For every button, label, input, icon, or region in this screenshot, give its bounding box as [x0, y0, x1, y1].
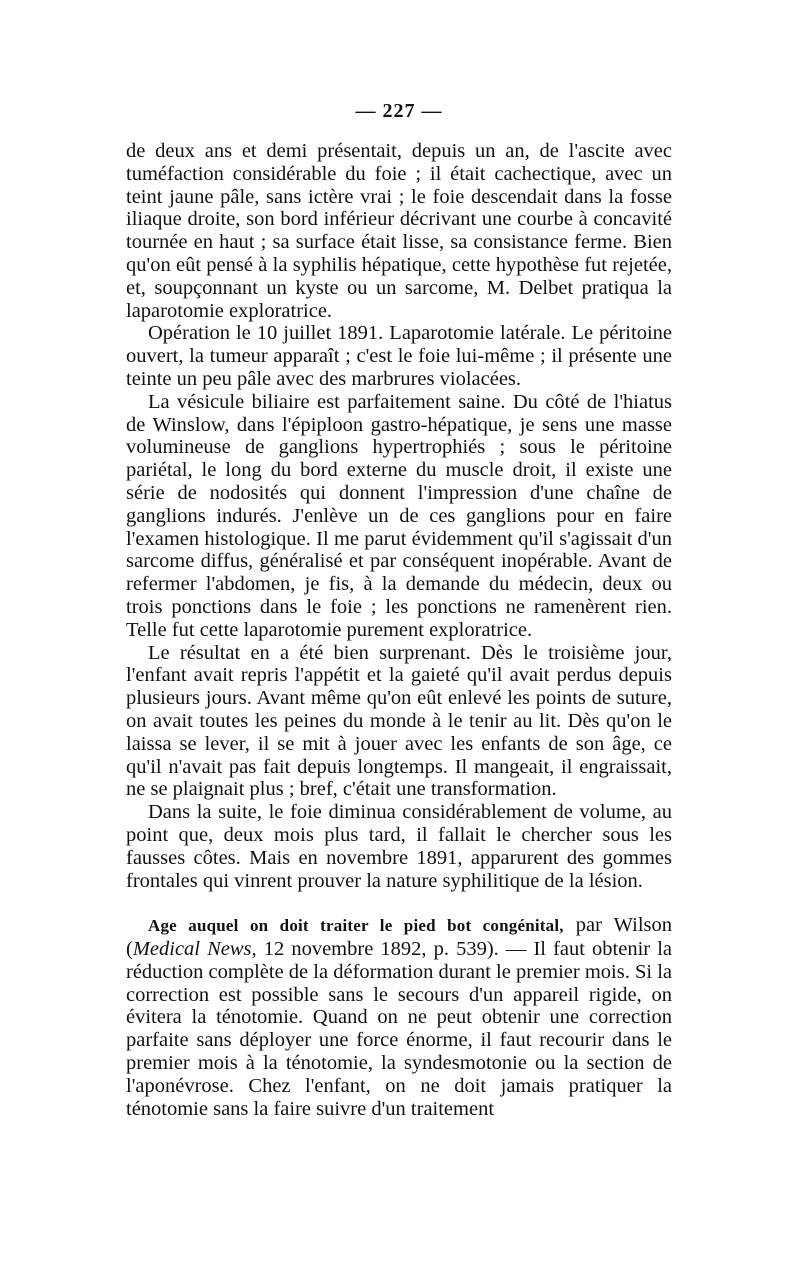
paragraph-outcome: Dans la suite, le foie diminua considérablement de volume, au point que, deux mois plus tard, il fallait le chercher sous les fausses côtes. Mais en novembre 1891, apparurent des gommes frontales qui vinrent prouver la nature syphilitique de la lésion. — [126, 801, 672, 892]
article-title: Age auquel on doit traiter le pied bot congénital, — [148, 916, 564, 936]
article-journal: Medical News — [132, 938, 252, 961]
article-body: Il faut obtenir la réduction complète de la déformation durant le premier mois. Si la correction est possible sans le secours d'un appareil rigide, on évitera la ténotomie. Quand on ne peut obtenir une correction parfaite sans déployer une force énorme, il faut recourir dans le premier mois à la ténotomie, la syndesmotonie ou la section de l'aponévrose. Chez l'enfant, on ne doit jamais pratiquer la ténotomie sans la faire suivre d'un traitement — [126, 938, 673, 1120]
book-page — [126, 96, 672, 1120]
article-entry — [126, 914, 672, 1120]
page-number: — 227 — — [355, 100, 443, 122]
paragraph-gallbladder: La vésicule biliaire est parfaitement saine. Du côté de l'hiatus de Winslow, dans l'épiploon gastro-hépatique, je sens une masse volumineuse de ganglions hypertrophiés ; sous le péritoine pariétal, le long du bord externe du muscle droit, il existe une série de nodosités qui donnent l'impression d'une chaîne de ganglions indurés. J'enlève un de ces ganglions pour en faire l'examen histologique. Il me parut évidemment qu'il s'agissait d'un sarcome diffus, généralisé et par conséquent inopérable. Avant de refermer l'abdomen, je fis, à la demande du médecin, deux ou trois ponctions dans le foie ; les ponctions ne ramenèrent rien. Telle fut cette laparotomie purement exploratrice. — [126, 390, 672, 641]
paragraph-operation: Opération le 10 juillet 1891. Laparotomie latérale. Le péritoine ouvert, la tumeur apparaît ; c'est le foie lui-même ; il présente une teinte un peu pâle avec des marbrures violacées. — [126, 322, 672, 390]
section-gap — [126, 892, 672, 914]
article-citation: , 12 novembre 1892, p. 539). — — [251, 938, 534, 961]
article-author: par Wilson ( — [126, 914, 673, 961]
paragraph-result: Le résultat en a été bien surprenant. Dès le troisième jour, l'enfant avait repris l'appétit et la gaieté qu'il avait perdus depuis plusieurs jours. Avant même qu'on eût enlevé les points de suture, on avait toutes les peines du monde à le tenir au lit. Dès qu'on le laissa se lever, il se mit à jouer avec les enfants de son âge, ce qu'il n'avait pas fait depuis longtemps. Il mangeait, il engraissait, ne se plaignait plus ; bref, c'était une transformation. — [126, 641, 672, 801]
paragraph-case-description: de deux ans et demi présentait, depuis un an, de l'ascite avec tuméfaction considérable du foie ; il était cachectique, avec un teint jaune pâle, sans ictère vrai ; le foie descendait dans la fosse iliaque droite, son bord inférieur décrivant une courbe à concavité tournée en haut ; sa surface était lisse, sa consistance ferme. Bien qu'on eût pensé à la syphilis hépatique, cette hypothèse fut rejetée, et, soupçonnant un kyste ou un sarcome, M. Delbet pratiqua la laparotomie exploratrice. — [126, 140, 672, 322]
